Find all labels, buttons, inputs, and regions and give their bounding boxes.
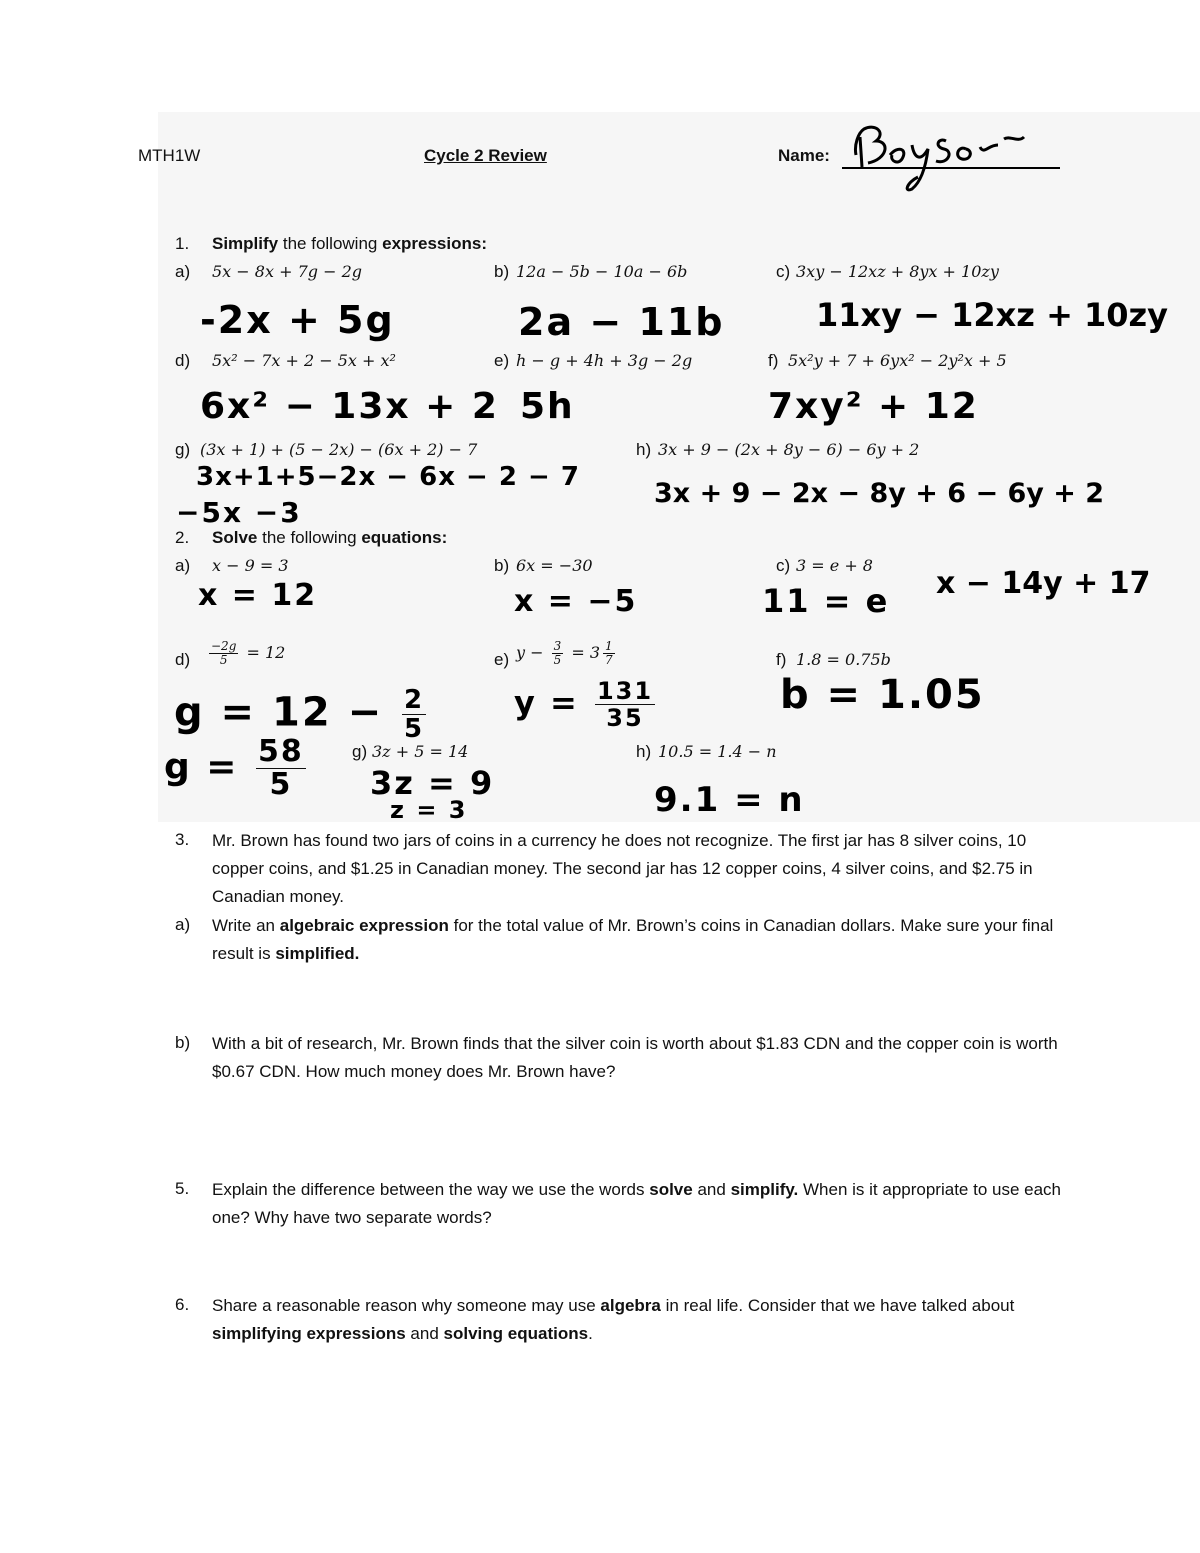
q3a-mid: for the total value of Mr. Brown’s coins in Canadian dollars. Make sure your final result is <box>212 916 1054 963</box>
q1e-label: e) <box>494 351 510 370</box>
q2h-expression: 10.5 = 1.4 − n <box>658 742 777 761</box>
q1e-expression: h − g + 4h + 3g − 2g <box>516 351 693 370</box>
q1c-expression: 3xy − 12xz + 8yx + 10zy <box>796 262 999 281</box>
q3b-label: b) <box>175 1033 191 1052</box>
q5-text <box>212 1176 1082 1232</box>
q2b-label: b) <box>494 556 510 575</box>
q6-pre: Share a reasonable reason why someone may use <box>212 1296 596 1315</box>
q1f-handwritten-answer: 7xy² + 12 <box>768 386 979 427</box>
q1-instr-bold: Simplify <box>212 234 279 253</box>
q2e-lhs: y − <box>516 643 544 662</box>
q2e-numerator: 3 <box>553 639 562 653</box>
q2h-handwritten-answer: 9.1 = n <box>654 780 805 820</box>
q2g-handwritten-answer: z = 3 <box>390 796 468 824</box>
page-title: Cycle 2 Review <box>424 146 547 165</box>
q2d-work-den: 5 <box>404 714 425 744</box>
q2e-fraction <box>552 640 564 667</box>
q2g-handwritten-work: 3z = 9 <box>370 764 495 802</box>
q6-end: . <box>588 1324 593 1343</box>
q2c-expression: 3 = e + 8 <box>796 556 873 575</box>
q1-instruction <box>212 234 487 254</box>
q1d-handwritten-answer: 6x² − 13x + 2 <box>200 386 499 427</box>
q2d-answer-num: 58 <box>258 734 304 769</box>
q5-bold2: simplify. <box>730 1180 799 1199</box>
q2h-label: h) <box>636 742 652 761</box>
q2e-rhs: = 3 <box>571 643 601 662</box>
q2f-handwritten-answer: b = 1.05 <box>780 672 985 718</box>
q1a-expression: 5x − 8x + 7g − 2g <box>212 262 362 281</box>
q5-number: 5. <box>175 1179 190 1198</box>
q2d-work-text: g = 12 − <box>174 689 400 736</box>
q2-instr-bold: Solve <box>212 528 258 547</box>
name-label: Name: <box>778 146 830 165</box>
q2d-answer-text: g = <box>164 746 253 788</box>
q1b-label: b) <box>494 262 510 281</box>
q1b-expression: 12a − 5b − 10a − 6b <box>516 262 688 281</box>
q2g-label: g) <box>352 742 368 761</box>
q3a-bold: algebraic expression <box>279 916 449 935</box>
q1-number: 1. <box>175 234 190 253</box>
q2d-answer-fraction <box>256 736 306 801</box>
q2f-label: f) <box>776 650 787 669</box>
q2a-expression: x − 9 = 3 <box>212 556 289 575</box>
q2g-expression: 3z + 5 = 14 <box>372 742 469 761</box>
q1c-handwritten-answer: 11xy − 12xz + 10zy <box>816 296 1169 334</box>
q2-instr-rest: the following <box>262 528 357 547</box>
q2f-expression: 1.8 = 0.75b <box>796 650 891 669</box>
q2d-expression <box>206 640 285 667</box>
q1g-expression: (3x + 1) + (5 − 2x) − (6x + 2) − 7 <box>200 440 478 459</box>
q1-instr-bold2: expressions: <box>382 234 487 253</box>
q3-text: Mr. Brown has found two jars of coins in a currency he does not recognize. The first jar has 8 silver coins, 10 copper coins, and $1.25 in Canadian money. The second jar has 12 copper coins, 4 silver coins, and $2.75 in Canadian money. <box>212 831 1033 906</box>
q2e-answer-num: 131 <box>596 677 654 705</box>
q2a-label: a) <box>175 556 191 575</box>
q2d-fraction <box>209 640 238 667</box>
q6-text <box>212 1292 1082 1348</box>
q2c-label: c) <box>776 556 791 575</box>
q1d-label: d) <box>175 351 191 370</box>
q2d-denominator: 5 <box>219 653 228 667</box>
q2a-handwritten-answer: x = 12 <box>198 578 318 613</box>
q5-pre: Explain the difference between the way we use the words <box>212 1180 645 1199</box>
q1h-handwritten-answer: x − 14y + 17 <box>936 566 1151 601</box>
course-code: MTH1W <box>138 146 201 165</box>
q2d-answer-den: 5 <box>269 767 293 802</box>
q2d-rhs: = 12 <box>246 643 286 662</box>
q1f-label: f) <box>768 351 779 370</box>
q1g-handwritten-answer: −5x −3 <box>176 496 302 529</box>
q2e-label: e) <box>494 650 510 669</box>
q5-rest: When is it appropriate to use each one? Why have two separate words? <box>212 1180 1061 1227</box>
q5-bold1: solve <box>649 1180 693 1199</box>
q2e-answer-den: 35 <box>606 704 644 732</box>
q2d-handwritten-answer <box>164 736 309 801</box>
q3a-label: a) <box>175 915 191 934</box>
q1h-label: h) <box>636 440 652 459</box>
q6-bold2: simplifying expressions <box>212 1324 406 1343</box>
q2e-answer-text: y = <box>514 683 592 722</box>
q3a-pre: Write an <box>212 916 275 935</box>
q1d-expression: 5x² − 7x + 2 − 5x + x² <box>212 351 396 370</box>
q1a-label: a) <box>175 262 191 281</box>
q2e-handwritten-answer <box>514 678 658 731</box>
q3a-bold2: simplified. <box>275 944 360 963</box>
q3a-text <box>212 912 1082 968</box>
q2e-mixed-numerator: 1 <box>605 639 613 653</box>
q2-instruction <box>212 528 447 548</box>
q1g-label: g) <box>175 440 191 459</box>
q6-mid: in real life. Consider that we have talked about <box>665 1296 1015 1315</box>
q1g-handwritten-work: 3x+1+5−2x − 6x − 2 − 7 <box>196 462 580 492</box>
q2d-work-fraction <box>402 686 426 743</box>
q2-number: 2. <box>175 528 190 547</box>
q1f-expression: 5x²y + 7 + 6yx² − 2y²x + 5 <box>788 351 1007 370</box>
q1h-handwritten-work: 3x + 9 − 2x − 8y + 6 − 6y + 2 <box>654 478 1105 509</box>
q2e-answer-fraction <box>595 678 655 731</box>
q6-bold1: algebra <box>600 1296 661 1315</box>
q2d-label: d) <box>175 650 191 669</box>
q1b-handwritten-answer: 2a − 11b <box>518 300 725 344</box>
q6-bold3: solving equations <box>443 1324 589 1343</box>
q5-mid: and <box>697 1180 726 1199</box>
q2c-handwritten-answer: 11 = e <box>762 582 890 620</box>
q3b-text: With a bit of research, Mr. Brown finds that the silver coin is worth about $1.83 CDN and the copper coin is worth $0.67 CDN. How much money does Mr. Brown have? <box>212 1034 1058 1081</box>
q1-instr-rest: the following <box>282 234 378 253</box>
q1h-expression: 3x + 9 − (2x + 8y − 6) − 6y + 2 <box>658 440 920 459</box>
q2b-handwritten-answer: x = −5 <box>514 584 638 619</box>
q2d-numerator: −2g <box>211 639 237 653</box>
q2e-expression <box>516 640 618 667</box>
q1c-label: c) <box>776 262 791 281</box>
q3-number: 3. <box>175 830 190 849</box>
q2e-mixed-fraction <box>603 640 615 667</box>
q1a-handwritten-answer: -2x + 5g <box>200 298 395 342</box>
q2d-work-num: 2 <box>404 685 425 715</box>
q2e-mixed-denominator: 7 <box>605 653 613 667</box>
q1e-handwritten-answer: 5h <box>520 386 575 427</box>
q2b-expression: 6x = −30 <box>516 556 593 575</box>
q6-number: 6. <box>175 1295 190 1314</box>
q2e-denominator: 5 <box>553 653 562 667</box>
q2-instr-bold2: equations: <box>361 528 448 547</box>
name-signature <box>842 115 1032 195</box>
q6-mid2: and <box>410 1324 439 1343</box>
